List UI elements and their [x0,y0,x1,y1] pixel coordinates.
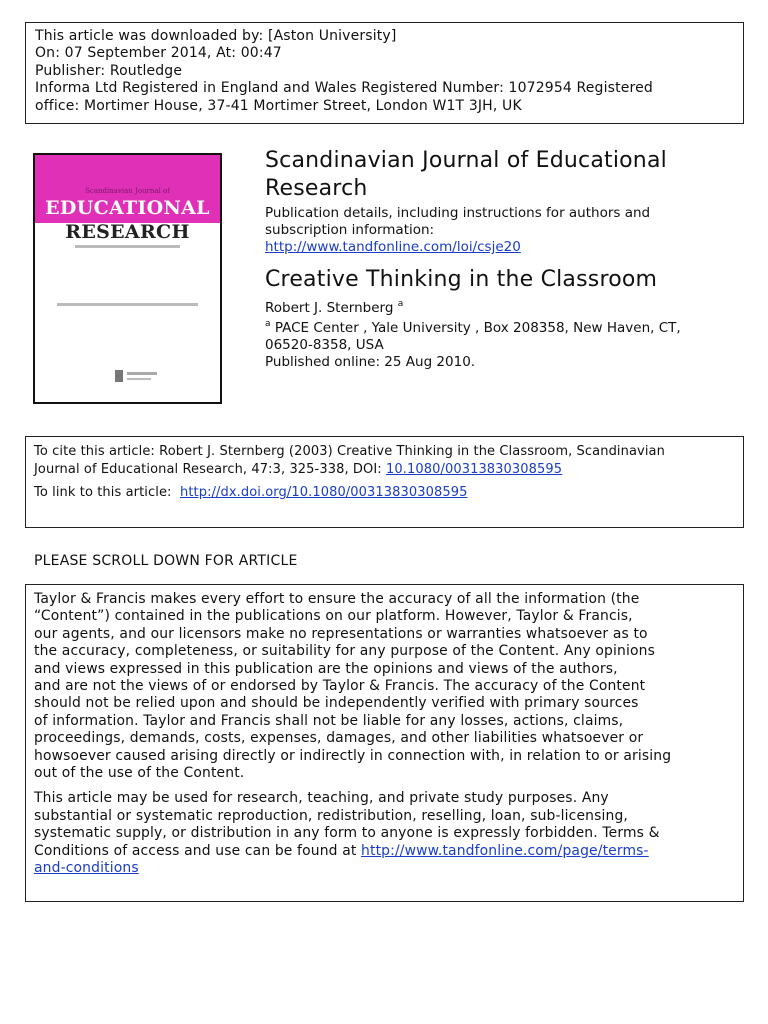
affiliation [265,320,681,371]
cover-small-text: Scandinavian Journal of [85,187,170,195]
article-title: Creative Thinking in the Classroom [265,267,658,292]
article-doi-url-link[interactable]: http://dx.doi.org/10.1080/00313830308595 [180,485,468,501]
link-label: To link to this article: [34,485,180,501]
citation-line: To cite this article: Robert J. Sternberg (2003) Creative Thinking in the Classroom, Scandinavian [34,444,665,459]
citation-line: Journal of Educational Research, 47:3, 325-338, DOI: [34,461,387,477]
disclaimer-line: systematic supply, or distribution in any form to anyone is expressly forbidden. Terms & [34,825,660,842]
disclaimer-line: the accuracy, completeness, or suitability for any purpose of the Content. Any opinions [34,643,655,660]
download-line: Publisher: Routledge [35,62,183,79]
download-line: This article was downloaded by: [Aston University] [35,28,397,44]
disclaimer-line: proceedings, demands, costs, expenses, damages, and other liabilities whatsoever or [34,730,644,747]
disclaimer-line: substantial or systematic reproduction, redistribution, reselling, loan, sub-licensing, [34,807,628,824]
affil-line: 06520-8358, USA [265,337,384,353]
disclaimer-line: “Content”) contained in the publications on our platform. However, Taylor & Francis, [34,608,633,625]
affil-line: PACE Center , Yale University , Box 208358, New Haven, CT, [274,320,681,336]
cover-logo-text [127,372,157,375]
doi-link[interactable]: 10.1080/00313830308595 [386,461,563,477]
disclaimer-line: should not be relied upon and should be independently verified with primary sources [34,695,639,712]
affil-superscript: a [265,319,271,329]
terms-link-continued[interactable]: and-conditions [34,860,139,877]
disclaimer-line: This article may be used for research, teaching, and private study purposes. Any [34,790,609,807]
disclaimer-line: out of the use of the Content. [34,765,245,782]
disclaimer-line: and are not the views of or endorsed by Taylor & Francis. The accuracy of the Content [34,678,646,695]
author-superscript: a [397,299,404,309]
author-line [265,300,403,317]
journal-title [265,147,735,203]
publication-details [265,205,650,256]
details-line: Publication details, including instructions for authors and [265,205,651,221]
journal-url-link[interactable]: http://www.tandfonline.com/loi/csje20 [265,239,521,255]
download-line: Informa Ltd Registered in England and Wales Registered Number: 1072954 Registered [35,80,653,97]
disclaimer-box [25,584,744,902]
publisher-logo-icon [115,370,123,382]
disclaimer-paragraph-2 [34,790,743,877]
cover-logo-subtext [127,378,151,380]
download-line: On: 07 September 2014, At: 00:47 [35,45,282,62]
disclaimer-line: our agents, and our licensors make no representations or warranties whatsoever as to [34,625,648,642]
journal-title-line: Scandinavian Journal of Educational [265,148,667,173]
download-notice-box [25,22,744,124]
cover-text-strip [57,303,198,306]
disclaimer-line: and views expressed in this publication are the opinions and views of the authors, [34,660,618,677]
disclaimer-line: Conditions of access and use can be found at [34,842,362,859]
disclaimer-line: Taylor & Francis makes every effort to ensure the accuracy of all the information (the [34,591,640,607]
journal-cover-image [33,153,222,404]
scroll-down-notice: PLEASE SCROLL DOWN FOR ARTICLE [34,553,298,569]
disclaimer-paragraph-1 [34,591,743,782]
published-date: Published online: 25 Aug 2010. [265,354,476,370]
author-name: Robert J. Sternberg [265,300,394,316]
details-line: subscription information: [265,222,435,238]
terms-link[interactable]: http://www.tandfonline.com/page/terms- [361,842,649,859]
disclaimer-line: howsoever caused arising directly or indirectly in connection with, in relation to or arising [34,747,672,764]
journal-title-line: Research [265,176,368,201]
cover-title-line2: RESEARCH [65,221,190,243]
cover-volume-bar [75,245,180,248]
cover-title-line1: EDUCATIONAL [45,197,210,219]
download-line: office: Mortimer House, 37-41 Mortimer Street, London W1T 3JH, UK [35,97,522,114]
disclaimer-line: of information. Taylor and Francis shall not be liable for any losses, actions, claims, [34,712,624,729]
citation-box [25,436,744,528]
